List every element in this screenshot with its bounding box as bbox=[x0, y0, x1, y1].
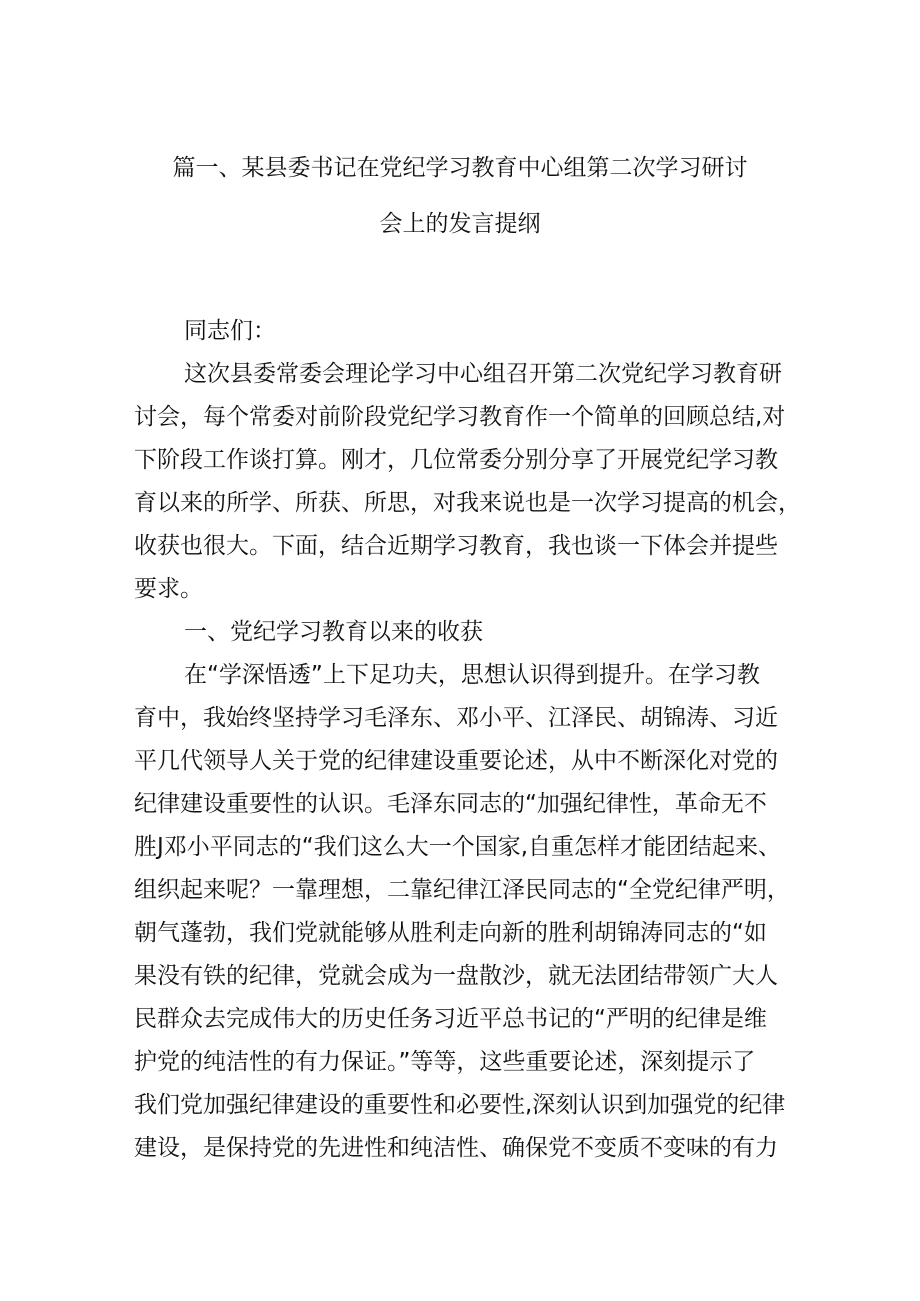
paragraph-line: 胜J邓小平同志的“我们这么大一个国家,自重怎样才能团结起来、 bbox=[134, 834, 782, 860]
section-heading: 一、党纪学习教育以来的收获 bbox=[184, 619, 483, 645]
salutation: 同志们： bbox=[184, 318, 276, 344]
paragraph-line: 组织起来呢？一靠理想，二靠纪律江泽民同志的“全党纪律严明， bbox=[134, 877, 790, 903]
paragraph-line: 纪律建设重要性的认识。毛泽东同志的“加强纪律性，革命无不 bbox=[134, 791, 767, 817]
paragraph-line: 收获也很大。下面，结合近期学习教育，我也谈一下体会并提些 bbox=[134, 533, 778, 559]
paragraph-line: 下阶段工作谈打算。刚才，几位常委分别分享了开展党纪学习教 bbox=[134, 447, 778, 473]
paragraph-line: 护党的纯洁性的有力保证。”等等，这些重要论述，深刻提示了 bbox=[134, 1049, 756, 1075]
paragraph-line: 在“学深悟透”上下足功夫，思想认识得到提升。在学习教 bbox=[184, 662, 760, 688]
paragraph-line: 平几代领导人关于党的纪律建设重要论述，从中不断深化对党的 bbox=[134, 748, 778, 774]
document-title-line-1: 篇一、某县委书记在党纪学习教育中心组第二次学习研讨 bbox=[172, 155, 748, 181]
paragraph-line: 育以来的所学、所获、所思，对我来说也是一次学习提高的机会， bbox=[134, 490, 801, 516]
paragraph-line: 要求。 bbox=[134, 576, 203, 602]
paragraph-line: 民群众去完成伟大的历史任务习近平总书记的“严明的纪律是维 bbox=[134, 1006, 767, 1032]
paragraph-line: 果没有铁的纪律，党就会成为一盘散沙，就无法团结带领广大人 bbox=[134, 963, 778, 989]
paragraph-line: 朝气蓬勃，我们党就能够从胜利走向新的胜利胡锦涛同志的“如 bbox=[134, 920, 767, 946]
paragraph-line: 这次县委常委会理论学习中心组召开第二次党纪学习教育研 bbox=[184, 361, 782, 387]
paragraph-line: 建设，是保持党的先进性和纯洁性、确保党不变质不变味的有力 bbox=[134, 1135, 778, 1161]
document-title-line-2: 会上的发言提纲 bbox=[379, 211, 541, 237]
paragraph-line: 育中，我始终坚持学习毛泽东、邓小平、江泽民、胡锦涛、习近 bbox=[134, 705, 778, 731]
paragraph-line: 我们党加强纪律建设的重要性和必要性,深刻认识到加强党的纪律 bbox=[134, 1092, 786, 1118]
paragraph-line: 讨会，每个常委对前阶段党纪学习教育作一个简单的回顾总结,对 bbox=[134, 404, 786, 430]
